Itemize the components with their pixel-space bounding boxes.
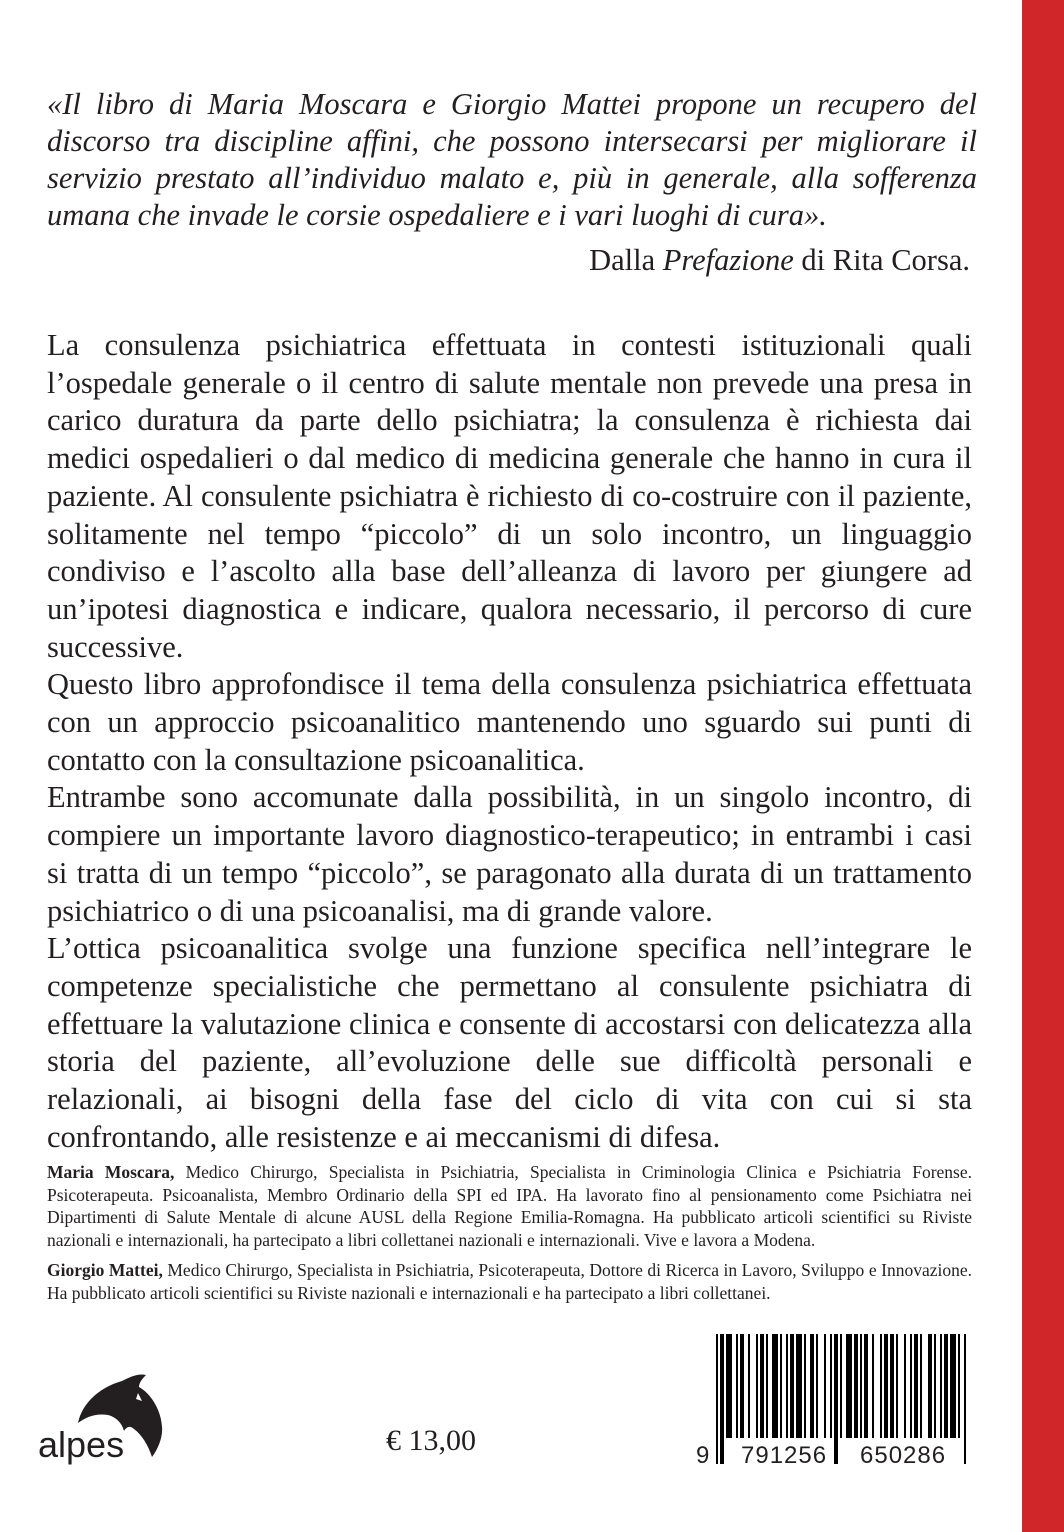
quote-attribution — [47, 242, 970, 279]
barcode-bar — [934, 1334, 936, 1438]
barcode-bar — [772, 1334, 778, 1438]
barcode-bar — [914, 1334, 918, 1438]
attribution-title: Prefazione — [662, 243, 794, 277]
barcode-bar — [860, 1334, 862, 1438]
barcode-bar — [910, 1334, 912, 1438]
barcode-bar — [756, 1334, 758, 1438]
barcode-bar — [950, 1334, 956, 1438]
barcode-bar — [720, 1334, 724, 1464]
barcode-bar — [824, 1334, 826, 1438]
barcode-bar — [854, 1334, 858, 1438]
barcode-bar — [736, 1334, 738, 1438]
barcode-bar — [964, 1334, 966, 1464]
description-paragraph: Entrambe sono accomunate dalla possibilità, in un singolo incontro, di compiere un importante lavoro diagnostico-terapeutico; in entrambi i casi si tratta di un tempo “piccolo”, se paragonato alla durata di un trattamento psichiatrico o di una psicoanalisi, ma di grande valore. — [47, 780, 972, 928]
barcode-bar — [884, 1334, 888, 1438]
publisher-name: alpes — [38, 1424, 125, 1465]
barcode-bar — [830, 1334, 832, 1438]
barcode-bar — [890, 1334, 894, 1438]
barcode-bar — [904, 1334, 906, 1438]
barcode-bar — [864, 1334, 868, 1438]
price: € 13,00 — [386, 1424, 476, 1457]
barcode-bar — [940, 1334, 942, 1438]
description-paragraph: L’ottica psicoanalitica svolge una funzione specifica nell’integrare le competenze specialistiche che permettano al consulente psichiatra di effettuare la valutazione clinica e consente di accostarsi con delicatezza alla storia del paziente, all’evoluzione delle sue difficoltà personali e relazionali, ai bisogni della fase del ciclo di vita con cui si sta confrontando, alle resistenze e ai meccanismi di difesa. — [47, 931, 972, 1154]
barcode-first-digit: 9 — [696, 1442, 710, 1469]
barcode-left-digits: 791256 — [741, 1442, 828, 1469]
barcode-bar — [716, 1334, 718, 1464]
barcode-bar — [810, 1334, 814, 1438]
attribution-prefix: Dalla — [589, 243, 656, 277]
barcode-bar — [740, 1334, 744, 1438]
author-bio — [47, 1259, 972, 1304]
barcode-bar — [840, 1334, 842, 1438]
barcode-bar — [766, 1334, 768, 1438]
barcode-bar — [786, 1334, 788, 1438]
barcode-bar — [780, 1334, 782, 1438]
book-description — [47, 327, 972, 1156]
barcode-bar — [790, 1334, 794, 1438]
description-paragraph: La consulenza psichiatrica effettuata in contesti istituzionali quali l’ospedale generale o il centro di salute mentale non prevede una presa in carico duratura da parte dello psichiatra; la consulenza è richiesta dai medici ospedalieri o dal medico di medicina generale che hanno in cura il paziente. Al consulente psichiatra è richiesto di co-costruire con il paziente, solitamente nel tempo “piccolo” di un solo incontro, un linguaggio condiviso e l’ascolto alla base dell’alleanza di lavoro per giungere ad un’ipotesi diagnostica e indicare, qualora necessario, il percorso di cure successive. — [47, 328, 972, 664]
barcode-bar — [760, 1334, 764, 1438]
isbn-barcode — [686, 1330, 976, 1480]
barcode-bar — [846, 1334, 852, 1438]
barcode-right-digits: 650286 — [860, 1442, 947, 1469]
barcode-bar — [896, 1334, 898, 1438]
barcode-bar — [880, 1334, 882, 1438]
barcode-bar — [816, 1334, 818, 1438]
description-paragraph: Questo libro approfondisce il tema della consulenza psichiatrica effettuata con un approccio psicoanalitico mantenendo uno sguardo sui punti di contatto con la consultazione psicoanalitica. — [47, 667, 972, 777]
barcode-bar — [834, 1334, 838, 1464]
barcode-bar — [796, 1334, 802, 1438]
author-bio-text: Medico Chirurgo, Specialista in Psichiatria, Psicoterapeuta, Dottore di Ricerca in Lavoro, Sviluppo e Innovazione. Ha pubblicato articoli scientifici su Riviste nazionali e internazionali e ha partecipato a libri collettanei. — [47, 1260, 973, 1303]
red-spine-band — [1022, 0, 1064, 1532]
author-name: Maria Moscara, — [47, 1162, 175, 1182]
publisher-logo — [38, 1365, 168, 1475]
author-bio — [47, 1161, 972, 1252]
barcode-bar — [928, 1334, 932, 1438]
barcode-bar — [804, 1334, 806, 1438]
barcode-bar — [920, 1334, 922, 1438]
barcode-bar — [958, 1334, 960, 1438]
author-bio-text: Medico Chirurgo, Specialista in Psichiatria, Specialista in Criminologia Clinica e Psichiatria Forense. Psicoterapeuta. Psicoanalista, Membro Ordinario della SPI ed IPA. Ha lavorato fino al pensionamento come Psichiatra nei Dipartimenti di Salute Mentale di alcune AUSL della Regione Emilia-Romagna. Ha pubblicato articoli scientifici su Riviste nazionali e internazionali, ha partecipato a libri collettanei nazionali e internazionali. Vive e lavora a Modena. — [47, 1162, 973, 1251]
author-name: Giorgio Mattei, — [47, 1260, 163, 1280]
barcode-bar — [872, 1334, 874, 1438]
attribution-suffix: di Rita Corsa. — [801, 243, 970, 277]
barcode-bar — [944, 1334, 948, 1438]
blurb-quote: «Il libro di Maria Moscara e Giorgio Mattei propone un recupero del discorso tra discipline affini, che possono intersecarsi per migliorare il servizio prestato all’individuo malato e, più in generale, alla sofferenza umana che invade le corsie ospedaliere e i vari luoghi di cura». — [47, 87, 977, 232]
barcode-bar — [726, 1334, 732, 1438]
barcode-bar — [748, 1334, 750, 1438]
